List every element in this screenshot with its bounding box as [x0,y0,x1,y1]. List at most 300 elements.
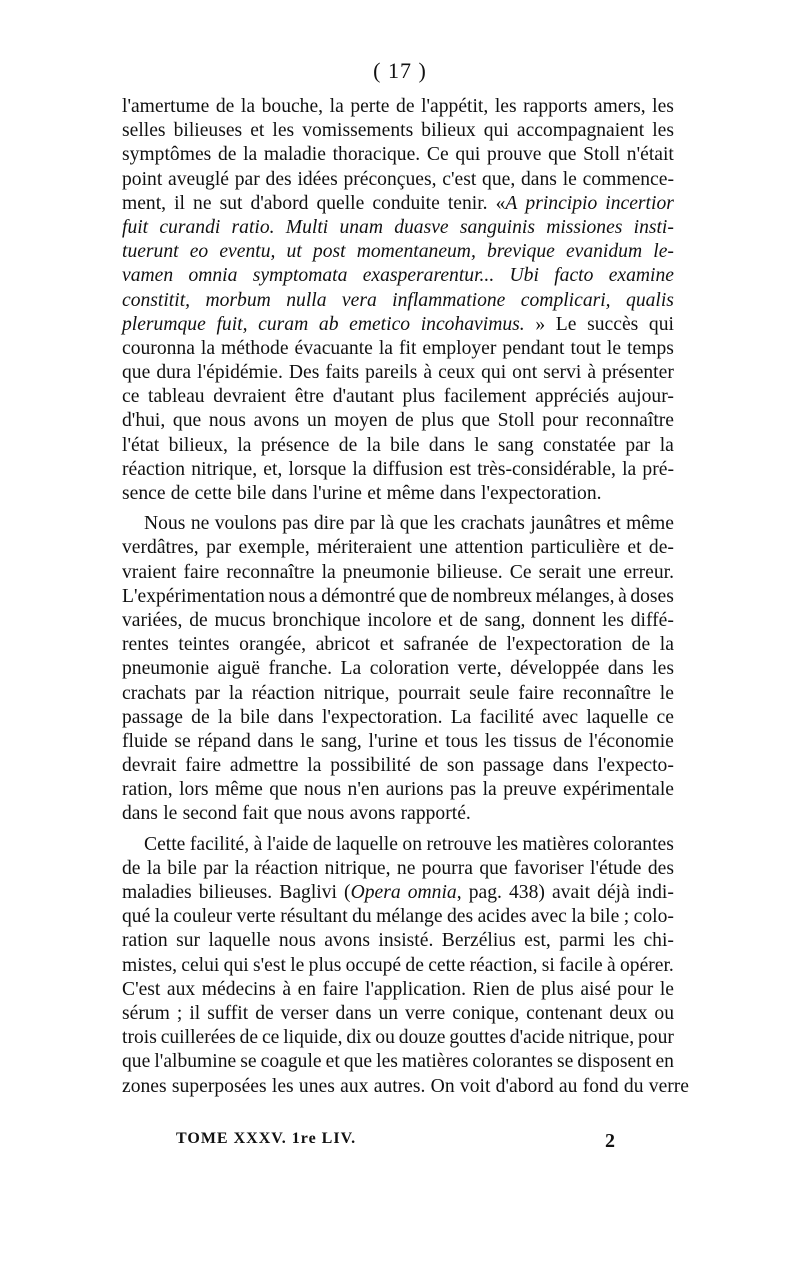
word [309,954,342,978]
text-line [122,585,674,609]
word [330,95,344,119]
word [122,289,190,313]
word-fragment: démontré [321,585,396,607]
word-fragment: que [122,1051,151,1073]
word-fragment: de [191,706,210,728]
word [122,978,160,1002]
word [289,361,319,385]
word-fragment: omnia [188,265,238,287]
word [535,385,609,409]
word [373,458,443,482]
word [480,706,534,730]
word [447,905,473,929]
word-fragment: disposent [577,1051,652,1073]
text-line [122,385,674,409]
word [278,706,314,730]
word [649,313,674,337]
word [479,857,507,881]
word-fragment: passage [122,706,183,728]
word-fragment: expérimentale [562,779,674,801]
word-fragment: dans [271,483,308,504]
word-fragment: possibilité [330,755,411,777]
word [571,905,585,929]
word-fragment: diffé- [630,609,674,631]
word-fragment: vamen [122,265,174,287]
word [587,361,596,385]
word-fragment: verte [236,906,276,928]
word [620,954,674,978]
word [566,240,642,264]
word-fragment: Ubi [509,265,539,287]
word-fragment: nitrique, [191,458,258,480]
word [429,434,465,458]
word-fragment: nitrique, [324,857,391,879]
word [171,482,190,506]
word-fragment: la [329,96,344,117]
word [237,905,276,929]
word [341,657,362,681]
word [324,929,370,953]
word-fragment: l'appétit, [421,96,489,117]
word [496,1075,554,1099]
word-fragment: et [250,120,265,142]
word [548,143,576,167]
word-fragment: là [380,513,395,535]
word [512,361,537,385]
word-fragment: amers, [593,96,646,117]
word-fragment: n'en [347,779,380,801]
word-fragment: sang, [484,609,526,631]
word [580,978,610,1002]
word [348,778,380,802]
word [307,409,327,433]
word [159,216,220,240]
word-fragment: ration, [122,779,173,801]
text-line [122,143,674,167]
word [461,512,525,536]
word [607,337,621,361]
word-fragment: et [325,1051,340,1073]
word-fragment: safranée [403,634,469,656]
word [122,657,209,681]
word-fragment: bile [589,906,620,928]
word [323,978,359,1002]
word [442,168,476,192]
word-fragment: qué [122,906,151,928]
word-fragment: la [146,857,162,879]
text-line [122,1050,674,1074]
word-fragment: pas [450,779,477,801]
word-fragment: tenir. [447,192,488,214]
word-fragment: et [438,609,453,631]
word-fragment: ou [375,1027,395,1049]
word [660,633,674,657]
word [183,561,219,585]
word-fragment: fait [242,803,269,825]
word [469,954,537,978]
word [167,978,195,1002]
word-fragment: évacuante [294,337,373,359]
word [313,482,362,506]
word [498,434,534,458]
word-fragment: que [479,857,508,879]
word-fragment: facilité, [189,833,250,855]
word [559,929,605,953]
word-fragment: mériteraient [317,537,412,559]
word [208,929,270,953]
word-fragment: Cette [144,833,186,855]
word-fragment: attention [454,537,524,559]
word-fragment: préconçues, [343,168,437,190]
word [402,833,422,857]
word [428,954,465,978]
word [379,337,393,361]
word [624,1075,644,1099]
word [290,954,304,978]
text-line [122,216,674,240]
word-fragment: qui [648,313,674,335]
word [378,929,433,953]
word [449,458,471,482]
word [374,1075,426,1099]
word-fragment: est, [524,930,551,952]
word [218,706,232,730]
word [602,609,624,633]
word-fragment: crachats [122,682,187,704]
word-fragment: du [623,1075,644,1097]
word-fragment: les [496,833,518,855]
word [452,1002,519,1026]
word-fragment: ratio. [231,216,275,238]
word [440,482,476,506]
word [333,385,394,409]
word [266,168,292,192]
word-fragment: l'état [122,434,160,456]
word [316,192,364,216]
word-fragment: avons [324,930,370,952]
word-fragment: facilité [479,706,534,728]
word [557,1050,573,1074]
word-fragment: à [282,978,292,1000]
word [161,1026,236,1050]
word-fragment: le [474,434,489,456]
word-fragment: l'albumine [154,1051,237,1073]
footer-volume: TOME XXXV. 1re LIV. [176,1130,357,1147]
word [365,361,417,385]
word [346,954,401,978]
word-fragment: missiones [546,216,623,238]
word-fragment: post [312,241,346,263]
word [154,1050,236,1074]
word-fragment: passage [482,755,544,777]
word-fragment: bilieuses. [198,882,273,903]
word-fragment: à [587,362,597,384]
word [261,1050,322,1074]
word [295,337,373,361]
word-fragment: d'autant [332,386,394,408]
word [643,929,673,953]
word-fragment: pour [617,978,654,1000]
word-fragment: ceux [438,362,476,384]
word [235,168,260,192]
word-fragment: seule [469,682,510,704]
word [587,313,638,337]
text-line [122,954,674,978]
word [523,95,587,119]
word-fragment: laquelle [586,706,649,728]
word [173,905,232,929]
word-fragment: abricot [315,634,371,656]
word-fragment: le [606,337,622,359]
word [421,313,525,337]
word [556,313,577,337]
word [618,585,627,609]
word [531,905,567,929]
word-fragment: aurions [385,779,444,801]
word [321,585,395,609]
word-fragment: dura [156,362,192,384]
word [630,585,674,609]
word [473,978,510,1002]
word-fragment: plus [421,410,454,432]
word [174,119,243,143]
word-fragment: examine [608,265,674,287]
word [530,512,601,536]
word-fragment: bile [236,483,267,504]
word-fragment: incertior [605,192,674,214]
word [609,1002,647,1026]
word [349,313,410,337]
word [237,482,266,506]
word-fragment: fluide [122,730,168,752]
word [148,385,205,409]
word [336,1002,372,1026]
word-fragment: succès [587,313,639,335]
word [313,240,346,264]
word [334,409,387,433]
text-line [122,409,674,433]
word [239,633,306,657]
word [122,1002,170,1026]
page-number: ( 17 ) [373,58,427,83]
word [657,706,674,730]
word [189,1002,200,1026]
word [594,95,646,119]
word-fragment: accompagnaient [516,120,645,142]
word-fragment: curam [258,313,309,335]
word-fragment: répand [197,730,251,752]
word-fragment: pourrait [398,682,461,704]
word [147,857,161,881]
word [197,730,250,754]
word-fragment: bile [167,857,197,879]
word [122,434,159,458]
word-fragment: coagule [260,1051,322,1073]
word [613,929,635,953]
text-line [122,561,674,585]
word-fragment: de [255,1002,274,1024]
word-fragment: pas [282,513,309,535]
word [272,119,294,143]
word-fragment: développée [510,658,600,680]
word [521,289,611,313]
word-fragment: facile [559,954,603,976]
word [593,833,674,857]
word [638,1026,674,1050]
word [209,409,246,433]
word-fragment: aisé [580,978,611,1000]
word [122,1026,157,1050]
word [122,95,209,119]
text-line [122,313,674,337]
word [442,929,516,953]
word-fragment: qui [223,954,249,976]
word [286,289,326,313]
word [156,361,191,385]
word [553,754,589,778]
word-fragment: présence [260,434,330,456]
word [122,337,195,361]
text-line [122,706,674,730]
word [122,561,176,585]
word-fragment: bile [240,706,270,728]
word-fragment: donnent [532,609,596,631]
word-fragment: de [312,833,332,855]
word-fragment: maladies [122,882,192,903]
word [199,881,272,905]
word [626,289,674,313]
word [274,802,302,826]
word-fragment: mistes, [122,954,177,976]
word [144,512,185,536]
word-fragment: pareils [365,362,418,384]
word-fragment: conduite [372,192,440,214]
word [242,802,268,826]
word-fragment: verser [280,1002,329,1024]
word [502,337,564,361]
text-line [122,458,674,482]
word [122,682,186,706]
word [176,929,200,953]
word-fragment: prouve [487,144,542,166]
word-fragment: et, [263,458,283,480]
word [263,458,282,482]
word [451,706,472,730]
word-fragment: pag. [468,882,502,903]
word-fragment: jaunâtres [530,513,602,535]
word-fragment: nitrique, [323,682,390,704]
word [460,1075,490,1099]
word-fragment: suffit [207,1002,249,1024]
word [330,754,411,778]
text-line [122,168,674,192]
word-fragment: que [548,144,577,166]
word [202,978,276,1002]
word-fragment: il [174,192,185,214]
word [597,881,630,905]
word-fragment: les [484,730,507,752]
word [563,168,577,192]
word-fragment: ( [344,882,351,903]
word-fragment: La [340,658,362,680]
word-fragment: de [395,410,414,432]
word [122,754,176,778]
word-fragment: temps [627,337,674,359]
word-fragment: nous [307,803,345,825]
word-fragment: et [424,730,439,752]
word-fragment: inflammatione [392,289,506,311]
word-fragment: nous [208,410,246,432]
word [193,192,212,216]
word [206,536,231,560]
word-fragment: les [433,513,456,535]
word [250,119,264,143]
word-fragment: dans [552,755,589,777]
word [583,143,620,167]
word-fragment: qualis [626,289,674,311]
word [269,778,297,802]
text-line [122,361,674,385]
word [518,682,554,706]
word-fragment: Des [288,362,320,384]
word [197,361,283,385]
word-fragment: dans [607,658,644,680]
word [279,881,337,905]
word-fragment: Rien [472,978,510,1000]
word-fragment: le [290,954,305,976]
word-fragment: des [265,168,292,190]
word [122,216,148,240]
word-fragment: en [297,978,317,1000]
word-fragment: la [659,634,674,656]
word-fragment: réaction [122,458,186,480]
word-fragment: aiguë [217,658,260,680]
word [649,1075,689,1099]
word-fragment: aux [340,1075,369,1097]
word [169,434,228,458]
word [586,409,674,433]
word [484,119,509,143]
word-fragment: bilieux [421,120,476,142]
word-fragment: bronchique [272,609,361,631]
word [282,512,308,536]
word-fragment: nulla [286,289,327,311]
word-fragment: c'est [442,168,477,190]
word-fragment: fuit, [216,313,248,335]
word [460,216,535,240]
word [188,264,237,288]
word [122,585,265,609]
word-fragment: chi- [643,930,674,952]
word-fragment: avons [349,803,396,825]
word-fragment: dans [122,803,158,825]
word-fragment: incohavimus. [420,313,525,335]
word [240,1050,256,1074]
word-fragment: tout [570,337,601,359]
word-fragment: nitrique, [568,1027,635,1049]
word [375,1026,395,1050]
word-fragment: de [563,730,583,752]
word-fragment: franche. [268,658,333,680]
text-line [122,609,674,633]
word-fragment: deux [609,1002,648,1024]
word-fragment: ne [193,192,212,214]
word [450,778,476,802]
word-fragment: l'étude [590,857,642,879]
word-fragment: se [174,730,191,752]
word [181,954,219,978]
word [122,482,166,506]
